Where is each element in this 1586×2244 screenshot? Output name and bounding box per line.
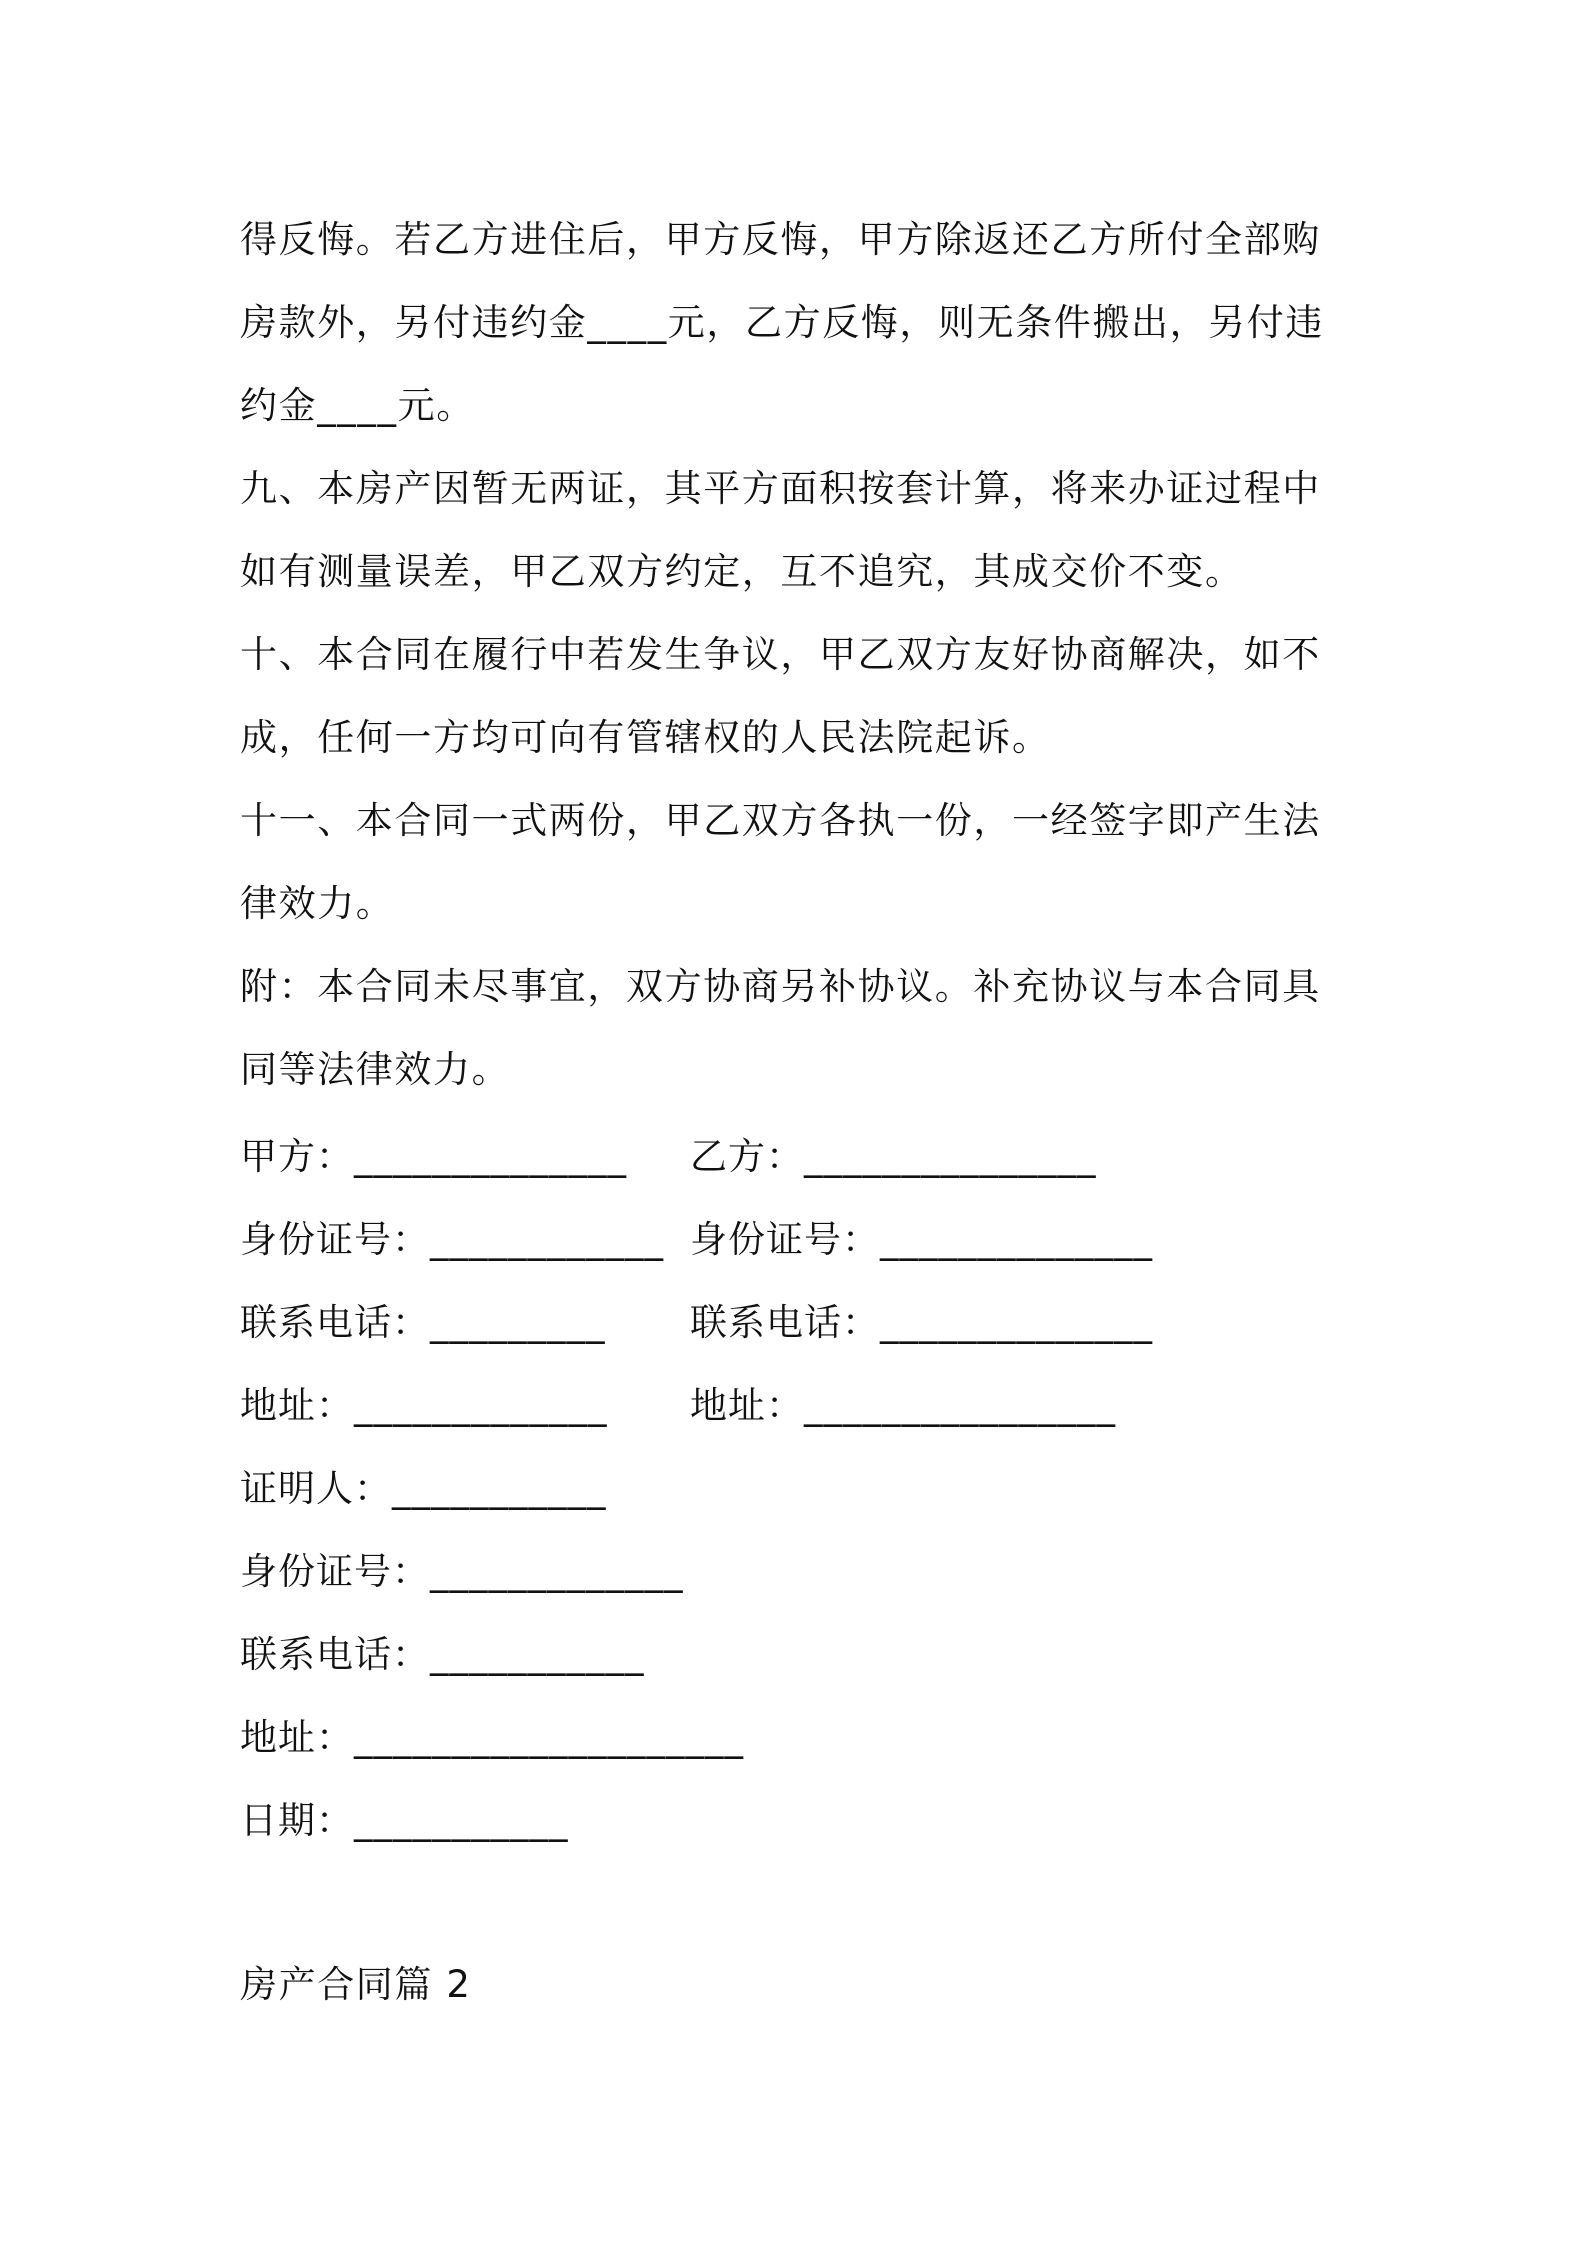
witness-id-field: 身份证号：_____________ [240, 1549, 684, 1593]
party-a-address-field: 地址：_____________ [240, 1383, 608, 1427]
witness-address-row [240, 1692, 1350, 1775]
witness-id-row [240, 1526, 1350, 1609]
witness-phone-field: 联系电话：___________ [240, 1632, 645, 1676]
date-field: 日期：___________ [240, 1798, 569, 1842]
signature-block [240, 1111, 1350, 1858]
party-a-name-field: 甲方：______________ [240, 1134, 627, 1178]
paragraph-clause-10: 十、本合同在履行中若发生争议，甲乙双方友好协商解决，如不成，任何一方均可向有管辖权的人民法院起诉。 [240, 633, 1321, 759]
witness-name-row [240, 1443, 1350, 1526]
witness-name-field: 证明人：___________ [240, 1466, 607, 1510]
signature-row-addresses [240, 1360, 1350, 1443]
witness-phone-row [240, 1609, 1350, 1692]
section-title: 房产合同篇 2 [240, 1963, 472, 2006]
date-row [240, 1775, 1350, 1858]
party-b-name-field: 乙方：_______________ [690, 1134, 1097, 1178]
party-a-phone-field: 联系电话：_________ [240, 1300, 606, 1344]
contract-content [240, 198, 1350, 2026]
party-b-phone-field: 联系电话：______________ [690, 1300, 1153, 1344]
paragraph-appendix-note: 附：本合同未尽事宜，双方协商另补协议。补充协议与本合同具同等法律效力。 [240, 965, 1321, 1091]
paragraph-clause-9: 九、本房产因暂无两证，其平方面积按套计算，将来办证过程中如有测量误差，甲乙双方约定，互不追究，其成交价不变。 [240, 467, 1321, 593]
signature-row-ids [240, 1194, 1350, 1277]
signature-row-phones [240, 1277, 1350, 1360]
section-spacer [240, 1858, 1350, 1943]
paragraph-clause-8-continued: 得反悔。若乙方进住后，甲方反悔，甲方除返还乙方所付全部购房款外，另付违约金____元，乙方反悔，则无条件搬出，另付违约金____元。 [240, 218, 1324, 427]
signature-row-names [240, 1111, 1350, 1194]
witness-address-field: 地址：____________________ [240, 1715, 744, 1759]
party-a-id-field: 身份证号：____________ [240, 1217, 664, 1261]
party-b-address-field: 地址：________________ [690, 1383, 1116, 1427]
party-b-id-field: 身份证号：______________ [690, 1217, 1153, 1261]
paragraph-clause-11: 十一、本合同一式两份，甲乙双方各执一份，一经签字即产生法律效力。 [240, 799, 1321, 925]
